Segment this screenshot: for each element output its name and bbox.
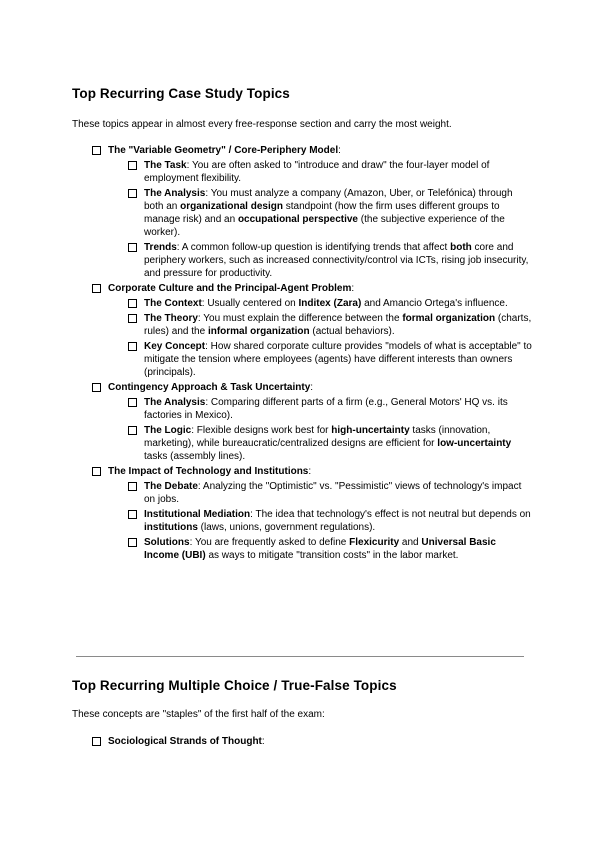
checklist-subitem [72,312,532,338]
checklist-subitem [72,480,532,506]
topic-label: Corporate Culture and the Principal-Agent Problem [108,283,352,294]
checklist-subitem [72,159,532,185]
subitem-text: core and periphery workers, such as increased connectivity/control via ICTs, rising job insecurity, and pressure for productivity. [144,242,529,279]
subitem-lead: Solutions [144,537,190,548]
subitem-lead: Key Concept [144,341,206,352]
subitem-emphasis: Flexicurity [349,537,400,548]
subitem-lead: The Theory [144,313,198,324]
subitem-emphasis: occupational perspective [237,214,358,225]
section-intro: These topics appear in almost every free-response section and carry the most weight. [72,119,452,130]
subitem-text: standpoint (how the firm uses different groups to manage risk) and an [144,201,500,225]
subitem-emphasis: institutions [144,522,198,533]
checkbox[interactable] [128,314,137,323]
subitem-text: : Comparing different parts of a firm (e.g., General Motors' HQ vs. its factories in Mexico). [144,397,508,421]
checklist-subitem [72,187,532,239]
checkbox[interactable] [92,146,101,155]
checklist-subitem [72,241,532,280]
checkbox[interactable] [128,243,137,252]
subitem-lead: Trends [144,242,177,253]
subitem-text: : You are frequently asked to define [189,537,350,548]
subitem-lead: The Debate [144,481,198,492]
subitem-text: : Usually centered on [201,298,299,309]
subitem-lead: Institutional Mediation [144,509,251,520]
subitem-text: (charts, rules) and the [144,313,532,337]
subitem-text: : A common follow-up question is identifying trends that affect [176,242,451,253]
checkbox[interactable] [128,482,137,491]
subitem-emphasis: informal organization [207,326,310,337]
checkbox[interactable] [128,426,137,435]
checkbox[interactable] [92,284,101,293]
checkbox[interactable] [128,161,137,170]
section-heading: Top Recurring Multiple Choice / True-False Topics [72,678,397,693]
topic-suffix: : [310,382,314,393]
checkbox[interactable] [92,737,101,746]
checklist-subitem [72,297,532,310]
subitem-text: and Amancio Ortega's influence. [361,298,508,309]
subitem-lead: The Logic [144,425,192,436]
checklist-item [72,282,532,295]
subitem-text: (laws, unions, government regulations). [197,522,376,533]
checkbox[interactable] [128,342,137,351]
subitem-text: : You must analyze a company (Amazon, Uber, or Telefónica) through both an [144,188,513,212]
checklist [72,735,532,750]
subitem-lead: The Task [144,160,187,171]
checkbox[interactable] [92,467,101,476]
checklist-subitem [72,536,532,562]
checklist-subitem [72,424,532,463]
checklist-item [72,144,532,157]
checkbox[interactable] [92,383,101,392]
subitem-lead: The Context [144,298,202,309]
subitem-text: : Analyzing the "Optimistic" vs. "Pessimistic" views of technology's impact on jobs. [144,481,522,505]
section-heading: Top Recurring Case Study Topics [72,86,290,101]
checklist-subitem [72,396,532,422]
subitem-text: : Flexible designs work best for [191,425,332,436]
checkbox[interactable] [128,189,137,198]
horizontal-divider [76,656,524,657]
subitem-text: : You must explain the difference between the [197,313,403,324]
subitem-text: tasks (innovation, marketing), while bureaucratic/centralized designs are efficient for [144,425,491,449]
checklist-item [72,381,532,394]
checkbox[interactable] [128,510,137,519]
subitem-lead: The Analysis [144,397,206,408]
subitem-text: : How shared corporate culture provides "models of what is acceptable" to mitigate the tension where employees (agents) have different interests than owners (principals). [144,341,532,378]
topic-suffix: : [261,736,265,747]
subitem-text: : The idea that technology's effect is not neutral but depends on [250,509,531,520]
checkbox[interactable] [128,299,137,308]
subitem-text: tasks (assembly lines). [144,451,246,462]
checklist-item [72,465,532,478]
checklist-subitem [72,340,532,379]
subitem-lead: The Analysis [144,188,206,199]
subitem-text: as ways to mitigate "transition costs" in the labor market. [205,550,459,561]
topic-suffix: : [351,283,355,294]
subitem-emphasis: high-uncertainty [331,425,410,436]
subitem-text: : You are often asked to "introduce and draw" the four-layer model of employment flexibility. [144,160,490,184]
checklist-subitem [72,508,532,534]
checklist [72,144,532,564]
topic-label: The Impact of Technology and Institutions [108,466,309,477]
subitem-emphasis: both [450,242,472,253]
topic-label: Sociological Strands of Thought [108,736,262,747]
checkbox[interactable] [128,538,137,547]
subitem-text: and [399,537,422,548]
checkbox[interactable] [128,398,137,407]
topic-label: The "Variable Geometry" / Core-Periphery Model [108,145,339,156]
subitem-emphasis: Universal Basic Income (UBI) [144,537,496,561]
subitem-emphasis: Inditex (Zara) [298,298,362,309]
subitem-text: (the subjective experience of the worker). [144,214,505,238]
subitem-emphasis: formal organization [402,313,496,324]
subitem-text: (actual behaviors). [309,326,395,337]
subitem-emphasis: organizational design [180,201,283,212]
topic-suffix: : [338,145,341,156]
topic-label: Contingency Approach & Task Uncertainty [108,382,311,393]
checklist-item [72,735,532,748]
subitem-emphasis: low-uncertainty [437,438,512,449]
topic-suffix: : [308,466,312,477]
section-intro: These concepts are "staples" of the first half of the exam: [72,709,325,720]
